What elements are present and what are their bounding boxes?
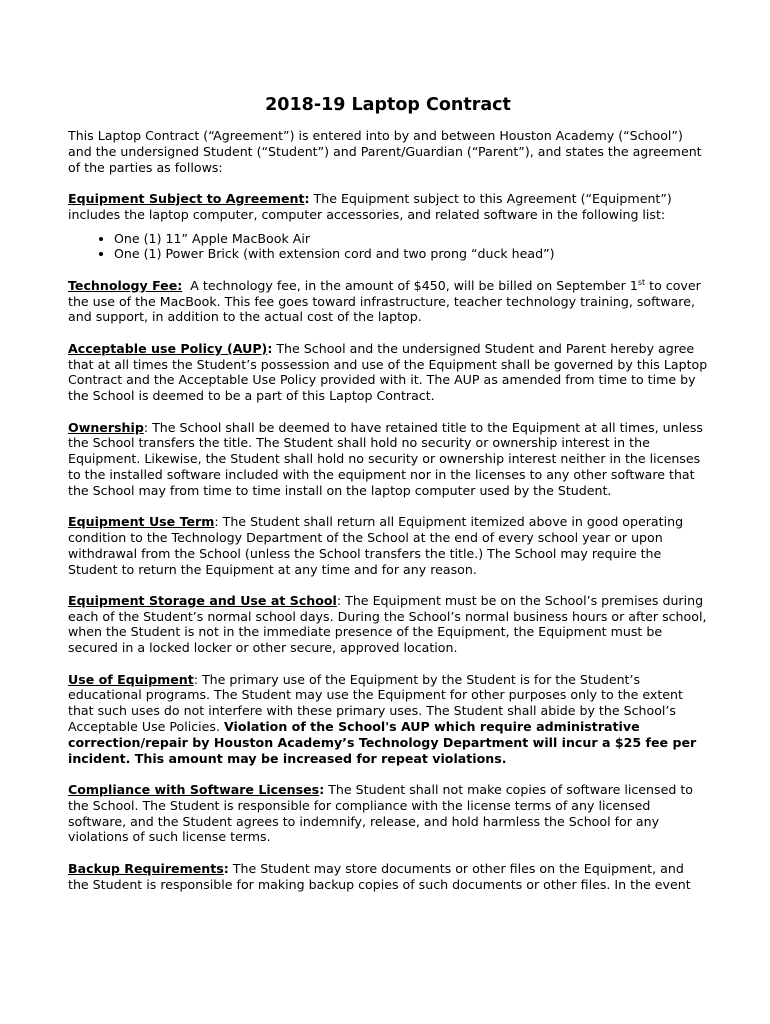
section-text: : The Equipment must be on the School’s premises during each of the Student’s normal school days. During the School’s normal business hours or after school, when the Student is not in the immediate presence of the Equipment, the Equipment must be secured in a locked locker or other secure, approved location.	[68, 592, 707, 656]
section-heading: Compliance with Software Licenses	[68, 782, 320, 798]
document-title: 2018-19 Laptop Contract	[265, 95, 511, 115]
section-ownership	[68, 420, 708, 499]
section-heading: Acceptable use Policy (AUP)	[68, 340, 268, 356]
section-heading: Ownership	[68, 419, 144, 435]
violation-notice: Violation of the School's AUP which require administrative correction/repair by Houston Academy’s Technology Department will incur a $25 fee per incident. This amount may be increased for repeat violations.	[68, 719, 697, 766]
section-backup	[68, 861, 708, 893]
section-software-compliance	[68, 782, 708, 845]
section-aup	[68, 341, 708, 404]
section-equipment-use-term	[68, 514, 708, 577]
document-page	[68, 94, 708, 908]
section-technology-fee	[68, 278, 708, 325]
section-text: The Student may store documents or other files on the Equipment, and the Student is responsible for making backup copies of such documents or other files. In the event	[68, 860, 691, 892]
heading-colon: :	[223, 860, 229, 876]
list-item: • One (1) Power Brick (with extension cord and two prong “duck head”)	[114, 246, 708, 262]
section-text: A technology fee, in the amount of $450, will be billed on September 1	[182, 277, 638, 293]
section-text: The Equipment subject to this Agreement (“Equipment”) includes the laptop computer, computer accessories, and related software in the following list:	[68, 190, 672, 222]
heading-colon: :	[304, 190, 310, 206]
equipment-list	[68, 231, 708, 263]
intro-paragraph: This Laptop Contract (“Agreement”) is entered into by and between Houston Academy (“School”) and the undersigned Student (“Student”) and Parent/Guardian (“Parent”), and states the agreement of the parties as follows:	[68, 128, 702, 175]
section-heading: Equipment Use Term	[68, 514, 215, 530]
heading-colon: :	[267, 340, 273, 356]
section-heading: Technology Fee:	[68, 277, 183, 293]
section-text: The School and the undersigned Student and Parent hereby agree that at all times the Student’s possession and use of the Equipment shall be governed by this Laptop Contract and the Acceptable Use Policy provided with it. The AUP as amended from time to time by the School is deemed to be a part of this Laptop Contract.	[68, 340, 708, 404]
section-text: : The Student shall return all Equipment itemized above in good operating condition to the Technology Department of the School at the end of every school year or upon withdrawal from the School (unless the School transfers the title.) The School may require the Student to return the Equipment at any time and for any reason.	[68, 514, 684, 577]
section-text: : The primary use of the Equipment by the Student is for the Student’s educational programs. The Student may use the Equipment for other purposes only to the extent that such uses do not interfere with these primary uses. The Student shall abide by the School’s Acceptable Use Policies.	[68, 671, 683, 735]
section-text: The Student shall not make copies of software licensed to the School. The Student is responsible for compliance with the license terms of any licensed software, and the Student agrees to indemnify, release, and hold harmless the School for any violations of such license terms.	[68, 782, 693, 845]
section-heading: Equipment Storage and Use at School	[68, 592, 337, 608]
section-heading: Backup Requirements	[68, 860, 224, 876]
section-text-continued: to cover the use of the MacBook. This fee goes toward infrastructure, teacher technology training, software, and support, in addition to the actual cost of the laptop.	[68, 277, 701, 325]
section-equipment	[68, 191, 708, 223]
section-use-of-equipment	[68, 672, 708, 767]
section-text: : The School shall be deemed to have retained title to the Equipment at all times, unless the School transfers the title. The Student shall hold no security or ownership interest in the Equipment. Likewise, the Student shall hold no security or ownership interest neither in the licenses to the installed software included with the equipment nor in the licenses to any other software that the School may from time to time install on the laptop computer used by the Student.	[68, 419, 703, 498]
section-heading: Use of Equipment	[68, 671, 194, 687]
list-item: • One (1) 11” Apple MacBook Air	[114, 231, 708, 247]
heading-colon: :	[319, 782, 325, 798]
section-heading: Equipment Subject to Agreement	[68, 190, 305, 206]
superscript: st	[637, 277, 646, 287]
section-storage	[68, 593, 708, 656]
